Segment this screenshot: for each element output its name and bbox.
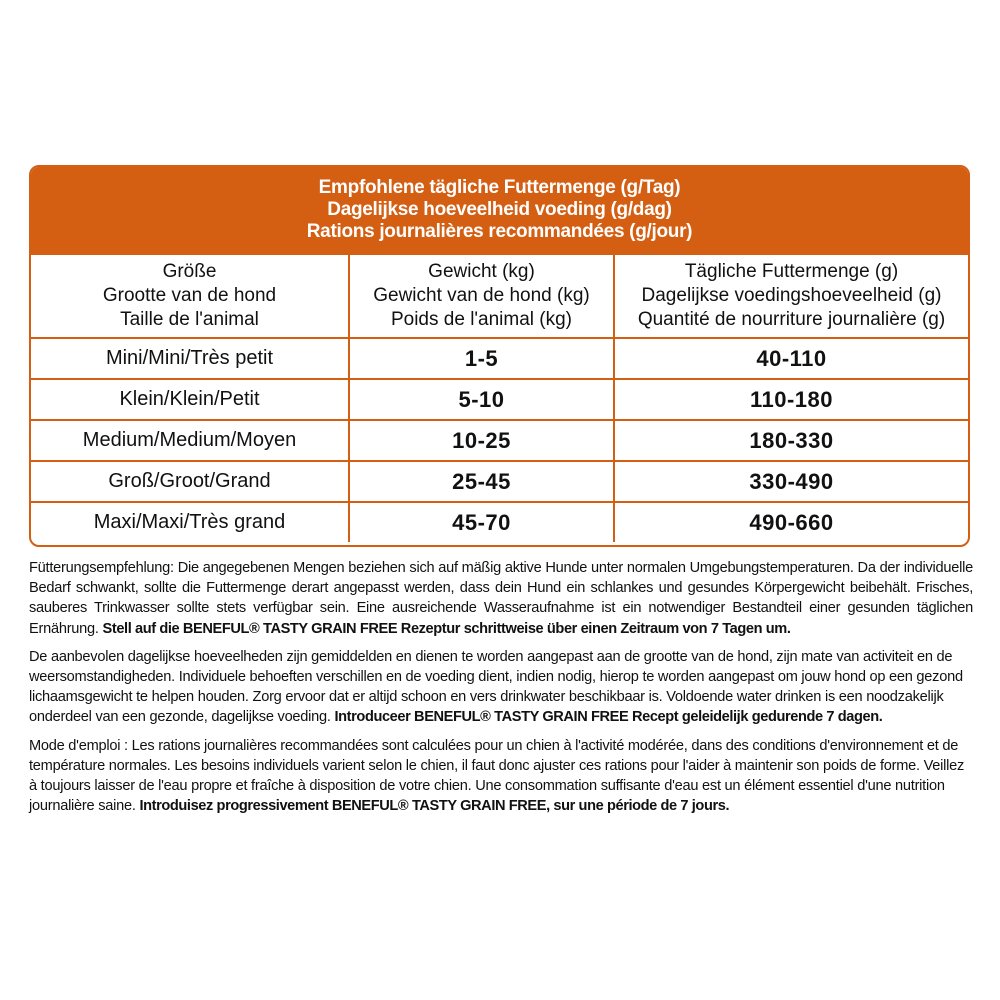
column-header-amount bbox=[614, 255, 968, 338]
size-cell: Groß/Groot/Grand bbox=[31, 461, 349, 502]
header-title-nl: Dagelijkse hoeveelheid voeding (g/dag) bbox=[327, 199, 672, 220]
table-row bbox=[31, 338, 968, 379]
note-bold-nl: Introduceer BENEFUL® TASTY GRAIN FREE Recept geleidelijk gedurende 7 dagen. bbox=[334, 709, 883, 726]
weight-cell: 45-70 bbox=[349, 502, 614, 542]
note-paragraph-de bbox=[29, 558, 973, 639]
header-title-de: Empfohlene tägliche Futtermenge (g/Tag) bbox=[318, 177, 681, 198]
column-header-label: Grootte van de hond bbox=[102, 285, 277, 306]
table-row bbox=[31, 461, 968, 502]
amount-cell: 180-330 bbox=[614, 420, 968, 461]
column-header-label: Quantité de nourriture journalière (g) bbox=[637, 309, 946, 330]
header-title-fr: Rations journalières recommandées (g/jour) bbox=[306, 221, 693, 242]
weight-cell: 25-45 bbox=[349, 461, 614, 502]
table-row bbox=[31, 502, 968, 542]
size-cell: Mini/Mini/Très petit bbox=[31, 338, 349, 379]
column-header-label: Gewicht (kg) bbox=[428, 261, 535, 282]
column-header-label: Größe bbox=[162, 261, 217, 282]
size-cell: Maxi/Maxi/Très grand bbox=[31, 502, 349, 542]
weight-cell: 5-10 bbox=[349, 379, 614, 420]
size-cell: Klein/Klein/Petit bbox=[31, 379, 349, 420]
column-header-label: Gewicht van de hond (kg) bbox=[373, 285, 590, 306]
table-row bbox=[31, 379, 968, 420]
note-text-nl: De aanbevolen dagelijkse hoeveelheden zijn gemiddelden en dienen te worden aangepast aan de grootte van de hond, zijn mate van activiteit en de weersomstandigheden. Individuele behoeften verschillen en de voeding dient, indien nodig, hierop te worden aangepast om jouw hond op een gezond lichaamsgewicht te helpen houden. Zorg ervoor dat er altijd schoon en vers drinkwater beschikbaar is. Voldoende water drinken is een noodzakelijk onderdeel van een gezonde, dagelijkse voeding. bbox=[29, 648, 963, 726]
column-header-label: Dagelijkse voedingshoeveelheid (g) bbox=[641, 285, 942, 306]
weight-cell: 10-25 bbox=[349, 420, 614, 461]
feeding-notes bbox=[29, 558, 973, 824]
column-header-weight bbox=[349, 255, 614, 338]
amount-cell: 330-490 bbox=[614, 461, 968, 502]
size-cell: Medium/Medium/Moyen bbox=[31, 420, 349, 461]
note-text-fr: Mode d'emploi : Les rations journalières recommandées sont calculées pour un chien à l'activité modérée, dans des conditions d'environnement et de température normales. Les besoins individuels varient selon le chien, il faut donc ajuster ces rations pour l'aider à maintenir son poids de forme. Veillez à toujours laisser de l'eau propre et fraîche à disposition de votre chien. Une consommation suffisante d'eau est un élément essentiel d'une nutrition journalière saine. bbox=[29, 737, 965, 815]
amount-cell: 490-660 bbox=[749, 509, 834, 535]
amount-cell: 40-110 bbox=[614, 338, 968, 379]
weight-cell: 1-5 bbox=[349, 338, 614, 379]
note-paragraph-nl bbox=[29, 647, 973, 728]
table-row bbox=[31, 420, 968, 461]
feeding-table bbox=[31, 255, 968, 542]
column-header-size bbox=[31, 255, 349, 338]
feeding-table-card bbox=[29, 165, 970, 547]
column-header-label: Tägliche Futtermenge (g) bbox=[684, 261, 899, 282]
note-bold-fr: Introduisez progressivement BENEFUL® TASTY GRAIN FREE, sur une période de 7 jours. bbox=[139, 798, 730, 815]
table-header bbox=[31, 167, 968, 255]
column-header-label: Taille de l'animal bbox=[120, 309, 259, 330]
amount-cell: 110-180 bbox=[614, 379, 968, 420]
note-text-de: Fütterungsempfehlung: Die angegebenen Mengen beziehen sich auf mäßig aktive Hunde unter normalen Umgebungstemperaturen. Da der individuelle Bedarf schwankt, sollte die Futtermenge derart angepasst werden, dass dein Hund ein schlankes und gesundes Körpergewicht beibehält. Frisches, sauberes Trinkwasser sollte stets verfügbar sein. Eine ausreichende Wasseraufnahme ist ein notwendiger Bestandteil einer gesunden täglichen Ernährung. bbox=[29, 560, 973, 637]
column-header-row bbox=[31, 255, 968, 338]
column-header-label: Poids de l'animal (kg) bbox=[390, 309, 573, 330]
note-bold-de: Stell auf die BENEFUL® TASTY GRAIN FREE Rezeptur schrittweise über einen Zeitraum von 7 Tagen um. bbox=[102, 620, 791, 637]
note-paragraph-fr bbox=[29, 736, 973, 817]
